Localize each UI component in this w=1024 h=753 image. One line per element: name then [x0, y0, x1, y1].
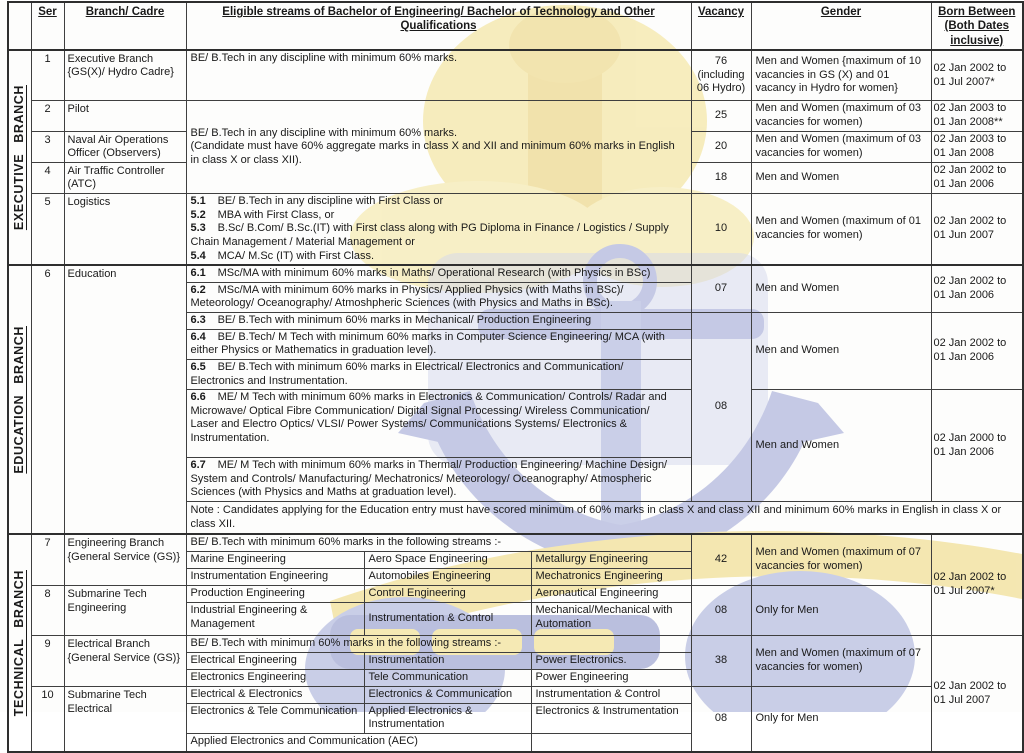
- vacancy-2: 25: [691, 101, 751, 131]
- item-number: 5.4: [190, 249, 206, 262]
- stream-cell: Production Engineering: [186, 585, 364, 602]
- branch-1: Executive Branch {GS(X)/ Hydro Cadre}: [64, 50, 186, 101]
- gender-6a: Men and Women: [751, 265, 931, 312]
- item-text: MSc/MA with minimum 60% marks in Physics/ Applied Physics (with Maths in BSc)/ Meteorology/ Oceanography/ Atmoshpheric Sciences (with Physics and Maths in BSc).: [190, 283, 624, 310]
- item-text: MCA/ M.Sc (IT) with First Class.: [217, 249, 375, 262]
- stream-cell: Instrumentation: [364, 652, 531, 669]
- stream-cell-empty: [531, 733, 691, 752]
- gender-10: Only for Men: [751, 686, 931, 752]
- born-9-10: 02 Jan 2002 to 01 Jul 2007: [931, 635, 1023, 752]
- gender-6c: Men and Women: [751, 390, 931, 502]
- stream-cell: Electronics & Communication: [364, 686, 531, 703]
- item-number: 5.1: [190, 195, 206, 207]
- stream-cell: Electronics & Tele Communication: [186, 703, 364, 733]
- branch-5: Logistics: [64, 194, 186, 266]
- item-number: 6.6: [190, 391, 206, 404]
- born-1: 02 Jan 2002 to 01 Jul 2007*: [931, 50, 1023, 101]
- item-text: ME/ M Tech with minimum 60% marks in Thermal/ Production Engineering/ Machine Design/ System and Controls/ Manufacturing/ Mechatronics/ Meteorology/ Oceanography/ Atmospheric Sciences (with Physics and Maths at graduation level).: [190, 459, 668, 499]
- item-number: 6.3: [190, 314, 206, 326]
- eligible-6-5: [186, 359, 691, 389]
- education-note: Note : Candidates applying for the Education entry must have scored minimum of 60% marks in class X and class XII and minimum 60% marks in English in class X or class XII.: [186, 502, 1023, 535]
- logistics-item: [191, 250, 677, 264]
- vacancy-6b: 08: [691, 313, 751, 502]
- gender-4: Men and Women: [751, 162, 931, 193]
- header-eligible: Eligible streams of Bachelor of Engineering/ Bachelor of Technology and Other Qualifications: [186, 2, 691, 50]
- row-6-item-1: [8, 265, 1023, 282]
- row-1: [8, 50, 1023, 101]
- header-born: Born Between (Both Dates inclusive): [931, 2, 1023, 50]
- stream-cell: Electrical Engineering: [186, 652, 364, 669]
- stream-cell: Control Engineering: [364, 585, 531, 602]
- eligible-6-3: [186, 313, 691, 330]
- stream-cell: Mechanical/Mechanical with Automation: [531, 602, 691, 635]
- item-text: ME/ M Tech with minimum 60% marks in Electronics & Communication/ Controls/ Radar and Microwave/ Optical Fibre Communication/ Digital Signal Processing/ Wireless Communication/ Laser and Electro Optics/ VLSI/ Power Systems/ Communications Systems/ Electronics & Instrumentation.: [190, 391, 667, 444]
- header-ser: Ser: [31, 2, 64, 50]
- ser-3: 3: [31, 131, 64, 162]
- ser-10: 10: [31, 686, 64, 752]
- logistics-item: [191, 222, 677, 249]
- branch-9: Electrical Branch {General Service (GS)}: [64, 635, 186, 686]
- stream-cell: Electronics Engineering: [186, 669, 364, 686]
- vacancy-1: 76 (including 06 Hydro): [691, 50, 751, 101]
- item-number: 6.5: [190, 360, 206, 373]
- header-group-col: [8, 2, 31, 50]
- item-text: BE/ B.Tech with minimum 60% marks in Mechanical/ Production Engineering: [217, 314, 592, 326]
- branch-6: Education: [64, 265, 186, 534]
- ser-9: 9: [31, 635, 64, 686]
- stream-cell: Industrial Engineering & Management: [186, 602, 364, 635]
- born-6a: 02 Jan 2002 to 01 Jan 2006: [931, 265, 1023, 312]
- eligible-6-7: [186, 458, 691, 502]
- ser-8: 8: [31, 585, 64, 635]
- born-4: 02 Jan 2002 to 01 Jan 2006: [931, 162, 1023, 193]
- group-label-executive: EXECUTIVE BRANCH: [8, 50, 31, 265]
- stream-cell: Electrical & Electronics: [186, 686, 364, 703]
- logistics-item: [191, 209, 677, 223]
- header-row: [8, 2, 1023, 50]
- eligible-1: BE/ B.Tech in any discipline with minimum 60% marks.: [186, 50, 691, 101]
- row-7-head: [8, 534, 1023, 551]
- born-6c: 02 Jan 2000 to 01 Jan 2006: [931, 390, 1023, 502]
- branch-10: Submarine Tech Electrical: [64, 686, 186, 752]
- eligible-6-4: [186, 329, 691, 359]
- ser-6: 6: [31, 265, 64, 534]
- gender-9: Men and Women (maximum of 07 vacancies for women): [751, 635, 931, 686]
- branch-3: Naval Air Operations Officer (Observers): [64, 131, 186, 162]
- vacancy-8: 08: [691, 585, 751, 635]
- item-text: MSc/MA with minimum 60% marks in Maths/ Operational Research (with Physics in BSc): [217, 267, 651, 280]
- vacancy-10: 08: [691, 686, 751, 752]
- item-number: 5.3: [190, 222, 206, 235]
- logistics-item: [191, 195, 677, 209]
- gender-8: Only for Men: [751, 585, 931, 635]
- born-3: 02 Jan 2003 to 01 Jan 2008: [931, 131, 1023, 162]
- row-9-head: [8, 635, 1023, 652]
- gender-1: Men and Women {maximum of 10 vacancies in GS (X) and 01 vacancy in Hydro for women}: [751, 50, 931, 101]
- branch-8: Submarine Tech Engineering: [64, 585, 186, 635]
- stream-cell: Tele Communication: [364, 669, 531, 686]
- born-5: 02 Jan 2002 to 01 Jun 2007: [931, 194, 1023, 266]
- eligible-2-4: [186, 101, 691, 194]
- item-number: 6.4: [190, 330, 206, 343]
- ser-4: 4: [31, 162, 64, 193]
- stream-cell: Power Electronics.: [531, 652, 691, 669]
- born-7-8: 02 Jan 2002 to 01 Jul 2007*: [931, 534, 1023, 635]
- ser-7: 7: [31, 534, 64, 585]
- vacancy-6a: 07: [691, 265, 751, 312]
- gender-2: Men and Women (maximum of 03 vacancies for women): [751, 101, 931, 131]
- row-5: [8, 194, 1023, 266]
- item-text: MBA with First Class, or: [217, 208, 335, 221]
- item-number: 6.7: [190, 459, 206, 472]
- ser-5: 5: [31, 194, 64, 266]
- item-number: 6.2: [190, 283, 206, 296]
- row-2: [8, 101, 1023, 131]
- branch-7: Engineering Branch {General Service (GS)}: [64, 534, 186, 585]
- item-text: BE/ B.Tech with minimum 60% marks in Electrical/ Electronics and Communication/ Electronics and Instrumentation.: [190, 360, 624, 387]
- item-text: BE/ B.Tech/ M Tech with minimum 60% marks in Computer Science Engineering/ MCA (with either Physics or Mathematics in graduation level).: [190, 330, 665, 357]
- stream-cell: Instrumentation & Control: [364, 602, 531, 635]
- branch-2: Pilot: [64, 101, 186, 131]
- vacancy-9: 38: [691, 635, 751, 686]
- eligible-6-2: [186, 282, 691, 312]
- ser-2: 2: [31, 101, 64, 131]
- header-vacancy: Vacancy: [691, 2, 751, 50]
- stream-cell: Applied Electronics & Instrumentation: [364, 703, 531, 733]
- stream-cell: Aeronautical Engineering: [531, 585, 691, 602]
- branch-4: Air Traffic Controller (ATC): [64, 162, 186, 193]
- eligible-6-6: [186, 390, 691, 458]
- vacancy-4: 18: [691, 162, 751, 193]
- group-label-education: EDUCATION BRANCH: [8, 265, 31, 534]
- vacancy-table: [7, 1, 1024, 753]
- stream-cell: Metallurgy Engineering: [531, 551, 691, 568]
- gender-5: Men and Women (maximum of 01 vacancies for women): [751, 194, 931, 266]
- stream-cell: Automobiles Engineering: [364, 568, 531, 585]
- stream-cell: Instrumentation Engineering: [186, 568, 364, 585]
- gender-6b: Men and Women: [751, 313, 931, 390]
- stream-cell: Marine Engineering: [186, 551, 364, 568]
- eligible-2-4-line2: (Candidate must have 60% aggregate marks in class X and XII and minimum 60% marks in English in class X or class XII).: [190, 140, 675, 166]
- eligible-9-head: BE/ B.Tech with minimum 60% marks in the following streams :-: [186, 635, 691, 652]
- stream-cell-aec: Applied Electronics and Communication (AEC): [186, 733, 531, 752]
- gender-3: Men and Women (maximum of 03 vacancies for women): [751, 131, 931, 162]
- eligible-5: [186, 194, 691, 266]
- ser-1: 1: [31, 50, 64, 101]
- stream-cell: Aero Space Engineering: [364, 551, 531, 568]
- eligible-2-4-line1: BE/ B.Tech in any discipline with minimum 60% marks.: [190, 126, 458, 139]
- stream-cell: Electronics & Instrumentation: [531, 703, 691, 733]
- item-text: B.Sc/ B.Com/ B.Sc.(IT) with First class along with PG Diploma in Finance / Logistics / Supply Chain Management / Material Management or: [190, 222, 669, 248]
- header-gender: Gender: [751, 2, 931, 50]
- born-6b: 02 Jan 2002 to 01 Jan 2006: [931, 313, 1023, 390]
- gender-7: Men and Women (maximum of 07 vacancies for women): [751, 534, 931, 585]
- vacancy-3: 20: [691, 131, 751, 162]
- stream-cell: Mechatronics Engineering: [531, 568, 691, 585]
- recruitment-notice-page: [0, 1, 1024, 747]
- eligible-7-head: BE/ B.Tech with minimum 60% marks in the following streams :-: [186, 534, 691, 551]
- row-10-streams-1: [8, 686, 1023, 703]
- item-number: 5.2: [190, 208, 206, 221]
- row-8-streams-1: [8, 585, 1023, 602]
- item-number: 6.1: [190, 267, 206, 280]
- born-2: 02 Jan 2003 to 01 Jan 2008**: [931, 101, 1023, 131]
- header-branch: Branch/ Cadre: [64, 2, 186, 50]
- stream-cell: Instrumentation & Control: [531, 686, 691, 703]
- eligible-6-1: [186, 265, 691, 282]
- group-label-technical: TECHNICAL BRANCH: [8, 534, 31, 752]
- vacancy-5: 10: [691, 194, 751, 266]
- item-text: BE/ B.Tech in any discipline with First Class or: [217, 195, 444, 207]
- vacancy-7: 42: [691, 534, 751, 585]
- stream-cell: Power Engineering: [531, 669, 691, 686]
